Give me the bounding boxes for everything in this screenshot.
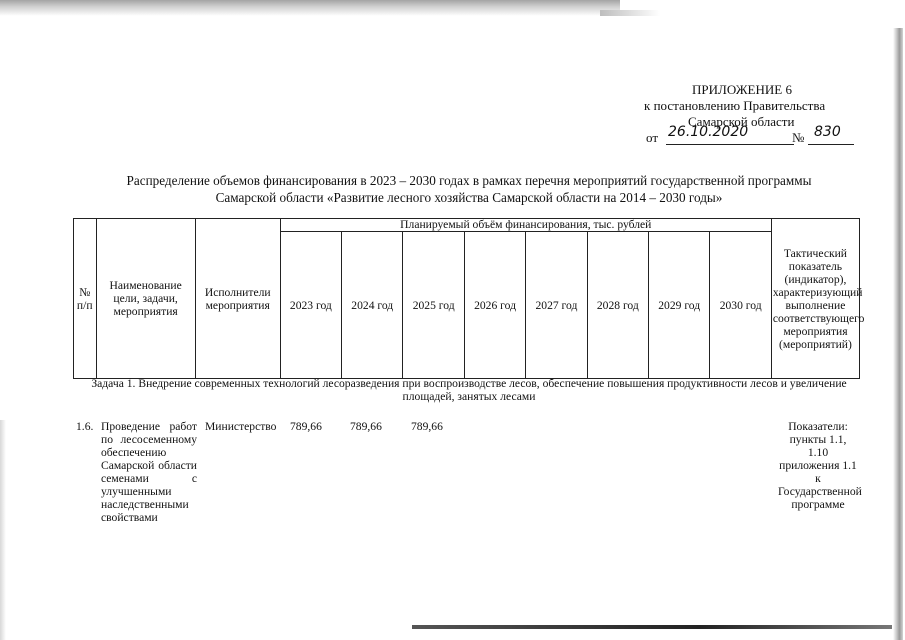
header-year: 2026 год (464, 232, 525, 379)
row-value-2024: 789,66 (350, 420, 382, 433)
scan-edge-shadow-right (893, 28, 903, 640)
scan-edge-shadow-bottom (412, 625, 892, 629)
scan-edge-shadow-top-right (600, 10, 660, 16)
header-year: 2029 год (649, 232, 710, 379)
header-executors: Исполнители мероприятия (195, 219, 280, 379)
appendix-resolution: к постановлению Правительства (644, 98, 826, 113)
task-heading: Задача 1. Внедрение современных технологий лесоразведения при воспроизводстве лесов, обеспечение повышения продуктивности лесов и увеличение площадей, занятых лесами (91, 377, 847, 403)
scan-edge-shadow-top (0, 0, 620, 16)
row-indicator: Показатели: пункты 1.1, 1.10 приложения 1.1 к Государственной программе (778, 420, 862, 511)
row-activity-name: Проведение работ по лесосеменному обеспечению Самарской области семенами с улучшенными наследственными свойствами (101, 420, 197, 524)
header-year: 2030 год (710, 232, 771, 379)
date-underline (666, 144, 794, 145)
appendix-block (640, 82, 855, 130)
handwritten-number: 830 (814, 124, 841, 140)
header-year: 2025 год (403, 232, 464, 379)
scan-edge-shadow-left (0, 420, 6, 640)
appendix-region: Самарской области (688, 114, 795, 129)
row-executor: Министерство (205, 420, 277, 433)
header-funding-group: Планируемый объём финансирования, тыс. рублей (280, 219, 771, 232)
header-year: 2028 год (587, 232, 648, 379)
appendix-title: ПРИЛОЖЕНИЕ 6 (692, 82, 792, 97)
date-prefix: от (646, 130, 659, 145)
number-underline (808, 144, 854, 145)
resolution-date-number (646, 124, 856, 146)
header-year: 2024 год (342, 232, 403, 379)
handwritten-date: 26.10.2020 (668, 124, 749, 140)
row-number: 1.6. (76, 420, 94, 433)
row-value-2023: 789,66 (290, 420, 322, 433)
header-name: Наименование цели, задачи, мероприятия (96, 219, 195, 379)
financing-table-header (73, 218, 865, 379)
document-title-line2: Самарской области «Развитие лесного хозяйства Самарской области на 2014 – 2030 годы» (215, 190, 723, 205)
header-year: 2023 год (280, 232, 341, 379)
row-value-2025: 789,66 (411, 420, 443, 433)
document-title-line1: Распределение объемов финансирования в 2023 – 2030 годах в рамках перечня мероприятий государственной программы (126, 173, 812, 188)
document-title (40, 172, 898, 206)
header-indicator: Тактический показатель (индикатор), характеризующий выполнение соответствующего мероприятия (мероприятий) (771, 219, 859, 379)
header-num: № п/п (74, 219, 97, 379)
number-prefix: № (792, 130, 805, 145)
header-year: 2027 год (526, 232, 587, 379)
